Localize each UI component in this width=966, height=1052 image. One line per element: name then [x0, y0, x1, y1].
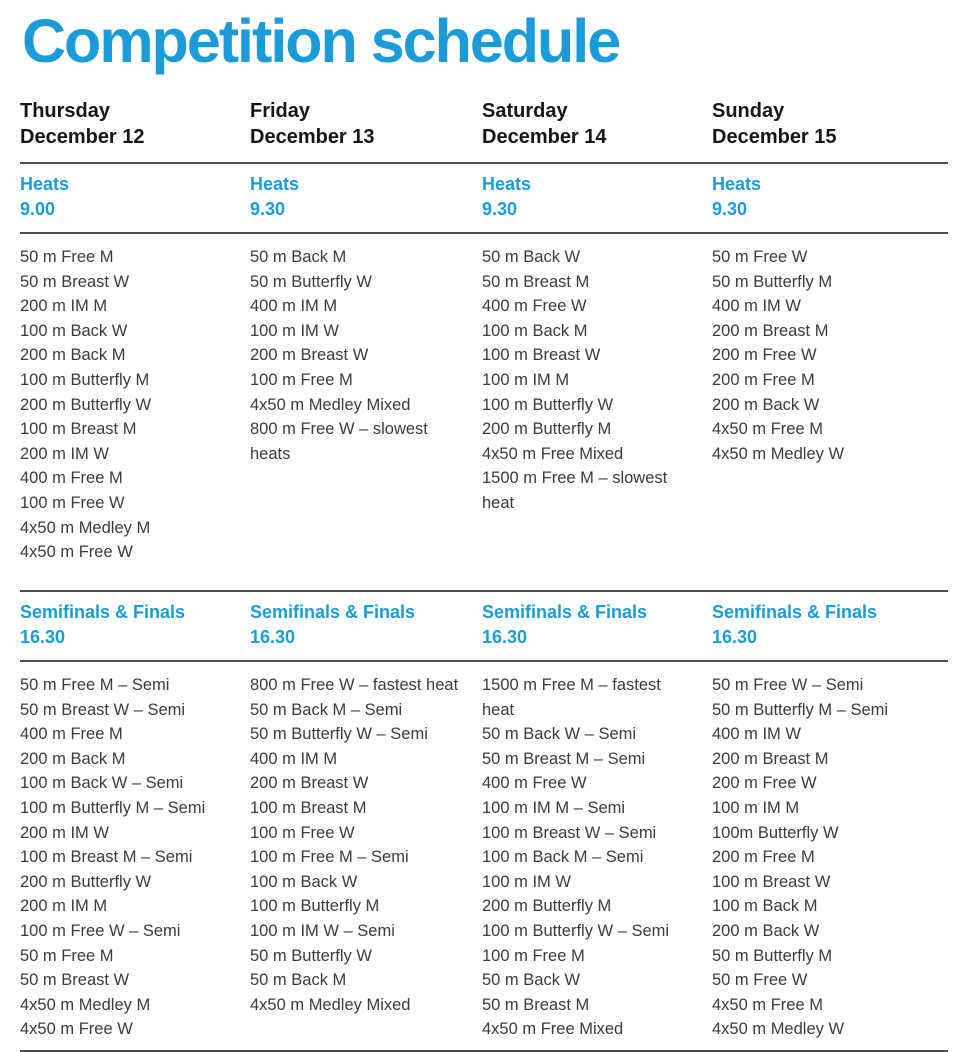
event-item: 50 m Butterfly M: [712, 272, 833, 291]
session-time: 16.30: [250, 627, 296, 647]
heats-header-row: [20, 164, 948, 232]
event-item: 50 m Breast W: [20, 971, 130, 990]
event-item: 50 m Back M – Semi: [250, 700, 403, 719]
event-item: 100 m Back W: [20, 321, 128, 340]
event-item: 4x50 m Free M: [712, 995, 823, 1014]
heats-list-thursday: [20, 234, 250, 590]
event-item: 50 m Free M – Semi: [20, 676, 170, 694]
event-item: 100 m Breast M – Semi: [20, 848, 193, 867]
session-label: Heats: [20, 174, 70, 194]
event-item: 4x50 m Free Mixed: [482, 444, 624, 463]
finals-header-saturday: [482, 592, 712, 660]
event-item: 200 m Breast M: [712, 749, 829, 768]
event-item: 100 m Back M: [482, 321, 588, 340]
event-item: 4x50 m Medley M: [20, 518, 151, 537]
event-item: 200 m Free W: [712, 346, 817, 365]
event-item: 50 m Free W – Semi: [712, 676, 864, 694]
event-item: 100 m Back M – Semi: [482, 848, 644, 867]
finals-header-thursday: [20, 592, 250, 660]
day-name: Sunday: [712, 100, 785, 122]
event-item: 100m Butterfly W: [712, 823, 839, 842]
event-item: 50 m Breast W – Semi: [20, 700, 186, 719]
session-time: 16.30: [482, 627, 528, 647]
session-time: 9.30: [712, 199, 748, 219]
event-item: 4x50 m Medley Mixed: [250, 995, 411, 1014]
event-item: 200 m Free M: [712, 848, 815, 867]
finals-list-saturday: [482, 662, 712, 1050]
event-item: 200 m Back W: [712, 395, 820, 414]
event-item: 100 m Back W: [250, 872, 358, 891]
event-item: 200 m Breast W: [250, 774, 369, 793]
event-item: 50 m Butterfly M: [712, 946, 833, 965]
session-time: 9.30: [482, 199, 518, 219]
event-item: 100 m Breast M: [20, 420, 137, 439]
heats-list-friday: [250, 234, 482, 590]
event-item: 50 m Breast M – Semi: [482, 749, 646, 768]
day-header-sunday: [712, 90, 948, 162]
event-item: 4x50 m Medley W: [712, 1020, 845, 1039]
event-item: 200 m IM W: [20, 823, 109, 842]
event-item: 4x50 m Free W: [20, 543, 133, 562]
event-item: 100 m Free W: [20, 493, 125, 512]
finals-header-friday: [250, 592, 482, 660]
event-item: 200 m Free W: [712, 774, 817, 793]
event-item: 400 m IM W: [712, 297, 801, 316]
session-label: Semifinals & Finals: [712, 602, 878, 622]
event-item: 50 m Back M: [250, 971, 347, 990]
event-item: 200 m Breast W: [250, 346, 369, 365]
day-name: Saturday: [482, 100, 568, 122]
day-name: Thursday: [20, 100, 111, 122]
heats-list-saturday: [482, 234, 712, 590]
event-item: 100 m Free M – Semi: [250, 848, 409, 867]
session-time: 9.00: [20, 199, 56, 219]
finals-header-sunday: [712, 592, 948, 660]
event-item: 50 m Breast M: [482, 995, 590, 1014]
day-header-row: [20, 90, 948, 162]
session-label: Heats: [250, 174, 300, 194]
event-item: 50 m Free W: [712, 971, 808, 990]
event-item: 50 m Breast W: [20, 272, 130, 291]
day-date: December 13: [250, 126, 375, 148]
event-item: 200 m Back W: [712, 921, 820, 940]
event-item: 100 m IM M – Semi: [482, 798, 626, 817]
event-item: 50 m Back W – Semi: [482, 725, 637, 744]
event-item: 50 m Free M: [20, 248, 114, 266]
event-item: 100 m Breast M: [250, 798, 367, 817]
event-item: 4x50 m Free M: [712, 420, 823, 439]
session-label: Semifinals & Finals: [250, 602, 416, 622]
heats-header-thursday: [20, 164, 250, 232]
heats-events-row: [20, 234, 948, 590]
heats-header-sunday: [712, 164, 948, 232]
event-item: 100 m IM W: [250, 321, 339, 340]
session-label: Semifinals & Finals: [20, 602, 186, 622]
event-item: 100 m Butterfly W – Semi: [482, 921, 670, 940]
event-item: 50 m Free W: [712, 248, 808, 266]
event-item: 400 m IM W: [712, 725, 801, 744]
event-item: 200 m Back M: [20, 749, 126, 768]
event-item: 200 m IM M: [20, 897, 108, 916]
event-item: 100 m Back W – Semi: [20, 774, 184, 793]
event-item: 800 m Free W – fastest heat: [250, 676, 459, 694]
heats-list-sunday: [712, 234, 948, 590]
event-item: 50 m Butterfly M – Semi: [712, 700, 889, 719]
finals-list-thursday: [20, 662, 250, 1050]
event-item: 100 m IM M: [712, 798, 800, 817]
heats-header-friday: [250, 164, 482, 232]
event-item: 400 m Free M: [20, 469, 123, 488]
event-item: 100 m IM W: [482, 872, 571, 891]
session-time: 16.30: [20, 627, 66, 647]
page-title: Competition schedule: [22, 7, 620, 75]
event-item: 200 m Butterfly W: [20, 395, 152, 414]
event-item: 100 m Butterfly M: [20, 370, 150, 389]
event-item: 400 m Free M: [20, 725, 123, 744]
day-header-thursday: [20, 90, 250, 162]
event-item: 50 m Back W: [482, 248, 581, 266]
event-item: 200 m Butterfly M: [482, 897, 612, 916]
event-item: 50 m Butterfly W – Semi: [250, 725, 428, 744]
event-item: 50 m Free M: [20, 946, 114, 965]
event-item: 50 m Butterfly W: [250, 272, 372, 291]
event-item: 50 m Butterfly W: [250, 946, 372, 965]
day-header-friday: [250, 90, 482, 162]
session-time: 9.30: [250, 199, 286, 219]
event-item: 1500 m Free M – slowest heat: [482, 469, 668, 512]
day-date: December 14: [482, 126, 607, 148]
day-date: December 12: [20, 126, 145, 148]
event-item: 100 m Back M: [712, 897, 818, 916]
event-item: 200 m IM W: [20, 444, 109, 463]
finals-header-row: [20, 592, 948, 660]
day-header-saturday: [482, 90, 712, 162]
day-name: Friday: [250, 100, 311, 122]
event-item: 200 m Butterfly W: [20, 872, 152, 891]
event-item: 200 m Butterfly M: [482, 420, 612, 439]
event-item: 100 m Free W – Semi: [20, 921, 181, 940]
event-item: 100 m Breast W: [712, 872, 831, 891]
event-item: 100 m IM W – Semi: [250, 921, 395, 940]
session-time: 16.30: [712, 627, 758, 647]
event-item: 4x50 m Medley Mixed: [250, 395, 411, 414]
event-item: 400 m Free W: [482, 774, 587, 793]
event-item: 200 m Free M: [712, 370, 815, 389]
finals-events-row: [20, 662, 948, 1050]
event-item: 1500 m Free M – fastest heat: [482, 676, 661, 719]
session-label: Heats: [482, 174, 532, 194]
event-item: 100 m Breast W: [482, 346, 601, 365]
event-item: 50 m Breast M: [482, 272, 590, 291]
event-item: 100 m Butterfly M – Semi: [20, 798, 206, 817]
event-item: 200 m Back M: [20, 346, 126, 365]
session-label: Semifinals & Finals: [482, 602, 648, 622]
event-item: 400 m IM M: [250, 297, 338, 316]
event-item: 100 m IM M: [482, 370, 570, 389]
session-label: Heats: [712, 174, 762, 194]
event-item: 100 m Butterfly M: [250, 897, 380, 916]
event-item: 100 m Free W: [250, 823, 355, 842]
event-item: 100 m Free M: [250, 370, 353, 389]
event-item: 50 m Back W: [482, 971, 581, 990]
event-item: 400 m IM M: [250, 749, 338, 768]
event-item: 100 m Free M: [482, 946, 585, 965]
event-item: 100 m Butterfly W: [482, 395, 614, 414]
finals-list-sunday: [712, 662, 948, 1050]
heats-header-saturday: [482, 164, 712, 232]
event-item: 4x50 m Free Mixed: [482, 1020, 624, 1039]
event-item: 200 m Breast M: [712, 321, 829, 340]
finals-list-friday: [250, 662, 482, 1050]
event-item: 4x50 m Medley M: [20, 995, 151, 1014]
event-item: 800 m Free W – slowest heats: [250, 420, 428, 463]
event-item: 50 m Back M: [250, 248, 347, 266]
event-item: 400 m Free W: [482, 297, 587, 316]
event-item: 4x50 m Medley W: [712, 444, 845, 463]
day-date: December 15: [712, 126, 837, 148]
event-item: 4x50 m Free W: [20, 1020, 133, 1039]
event-item: 100 m Breast W – Semi: [482, 823, 657, 842]
event-item: 200 m IM M: [20, 297, 108, 316]
